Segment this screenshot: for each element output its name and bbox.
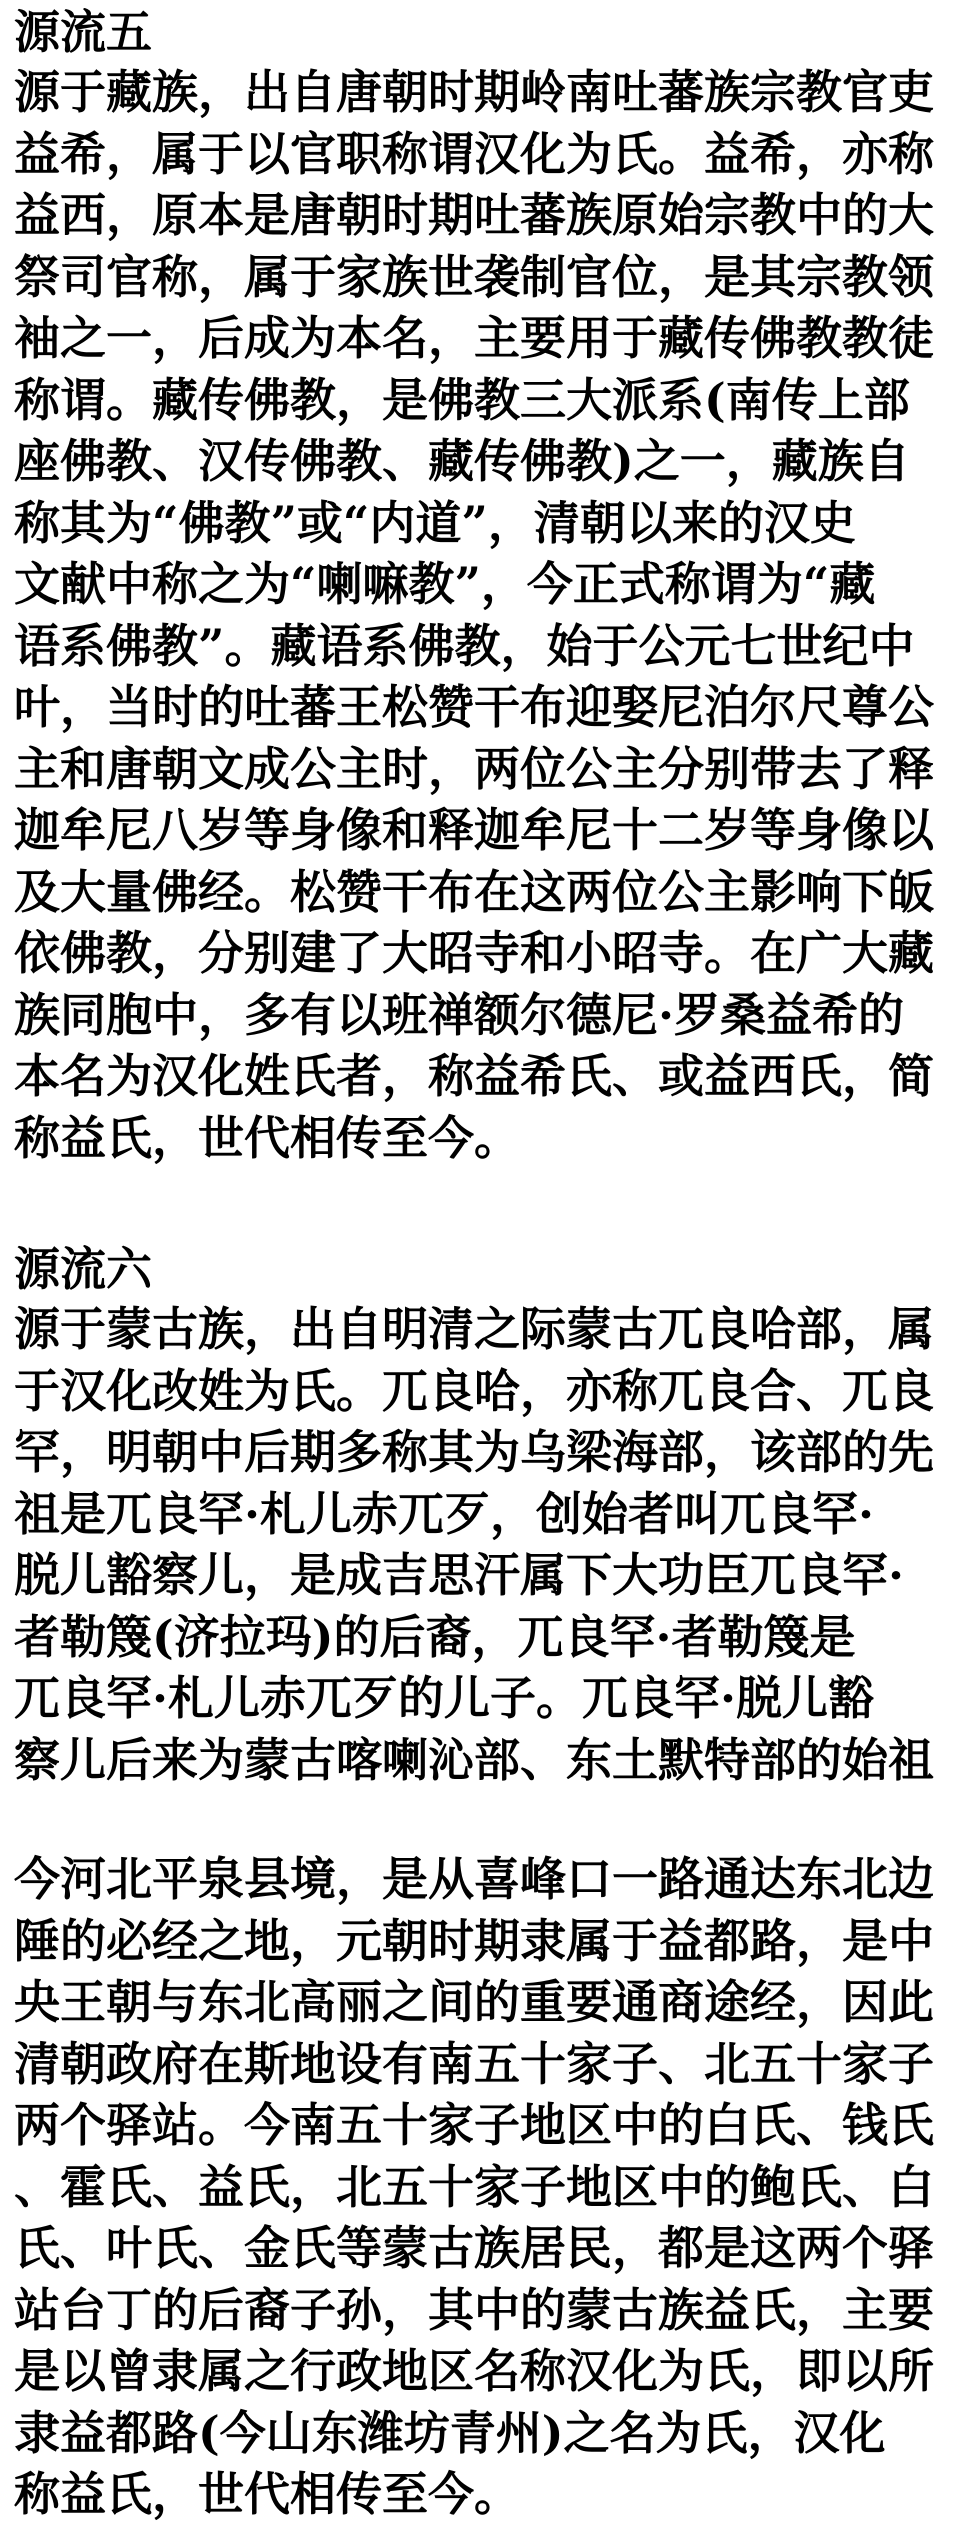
text-line: 称益氏，世代相传至今。 xyxy=(14,2467,520,2521)
section-heading: 源流六 xyxy=(14,1242,152,1296)
text-line: 族同胞中，多有以班禅额尔德尼·罗桑益希的 xyxy=(14,987,905,1042)
text-line: 袖之一，后成为本名，主要用于藏传佛教教徒 xyxy=(14,311,934,365)
section-heading: 源流五 xyxy=(14,5,152,59)
text-line: 祭司官称，属于家族世袭制官位，是其宗教领 xyxy=(14,249,934,304)
text-line: 清朝政府在斯地设有南五十家子、北五十家子 xyxy=(14,2036,934,2091)
text-line: 依佛教，分别建了大昭寺和小昭寺。在广大藏 xyxy=(14,926,934,980)
text-line: 益西，原本是唐朝时期吐蕃族原始宗教中的大 xyxy=(14,188,934,242)
text-line: 源于藏族，出自唐朝时期岭南吐蕃族宗教官吏 xyxy=(14,65,934,119)
section-source-6 xyxy=(14,1239,968,1791)
text-line: 是以曾隶属之行政地区名称汉化为氏，即以所 xyxy=(14,2344,934,2398)
text-line: 语系佛教”。藏语系佛教，始于公元七世纪中 xyxy=(14,618,915,673)
section-pingquan xyxy=(14,1849,968,2526)
text-line: 罕，明朝中后期多称其为乌梁海部，该部的先 xyxy=(14,1425,934,1479)
text-line: 两个驿站。今南五十家子地区中的白氏、钱氏 xyxy=(14,2098,934,2152)
text-line: 主和唐朝文成公主时，两位公主分别带去了释 xyxy=(14,741,934,796)
text-line: 及大量佛经。松赞干布在这两位公主影响下皈 xyxy=(14,864,934,919)
text-line: 本名为汉化姓氏者，称益希氏、或益西氏，简 xyxy=(14,1049,934,1103)
text-line: 称谓。藏传佛教，是佛教三大派系(南传上部 xyxy=(14,372,910,427)
text-line: 文献中称之为“喇嘛教”，今正式称谓为“藏 xyxy=(14,557,876,611)
text-line: 陲的必经之地，元朝时期隶属于益都路，是中 xyxy=(14,1913,934,1968)
text-line: 氏、叶氏、金氏等蒙古族居民，都是这两个驿 xyxy=(14,2221,934,2275)
text-line: 今河北平泉县境，是从喜峰口一路通达东北边 xyxy=(14,1852,934,1906)
text-line: 隶益都路(今山东潍坊青州)之名为氏，汉化 xyxy=(14,2405,886,2460)
text-line: 察儿后来为蒙古喀喇沁部、东土默特部的始祖 xyxy=(14,1732,934,1787)
section-spacer xyxy=(14,1791,968,1849)
text-line: 者勒篾(济拉玛)的后裔，兀良罕·者勒篾是 xyxy=(14,1609,856,1664)
section-source-5 xyxy=(14,2,968,1169)
text-line: 迦牟尼八岁等身像和释迦牟尼十二岁等身像以 xyxy=(14,803,934,857)
text-line: 站台丁的后裔子孙，其中的蒙古族益氏，主要 xyxy=(14,2282,934,2337)
text-line: 叶，当时的吐蕃王松赞干布迎娶尼泊尔尺尊公 xyxy=(14,680,934,734)
text-line: 央王朝与东北高丽之间的重要通商途经，因此 xyxy=(14,1975,934,2029)
text-line: 称其为“佛教”或“内道”，清朝以来的汉史 xyxy=(14,495,856,550)
text-line: 、霍氏、益氏，北五十家子地区中的鲍氏、白 xyxy=(14,2159,934,2214)
text-line: 脱儿豁察儿，是成吉思汗属下大功臣兀良罕· xyxy=(14,1548,905,1602)
text-line: 益希，属于以官职称谓汉化为氏。益希，亦称 xyxy=(14,126,934,181)
text-line: 称益氏，世代相传至今。 xyxy=(14,1110,520,1165)
text-line: 源于蒙古族，出自明清之际蒙古兀良哈部，属 xyxy=(14,1302,934,1356)
text-line: 座佛教、汉传佛教、藏传佛教)之一，藏族自 xyxy=(14,434,910,488)
text-line: 兀良罕·札儿赤兀歹的儿子。兀良罕·脱儿豁 xyxy=(14,1671,875,1725)
section-spacer xyxy=(14,1169,968,1239)
text-line: 于汉化改姓为氏。兀良哈，亦称兀良合、兀良 xyxy=(14,1363,934,1418)
text-line: 祖是兀良罕·札儿赤兀歹，创始者叫兀良罕· xyxy=(14,1486,875,1541)
